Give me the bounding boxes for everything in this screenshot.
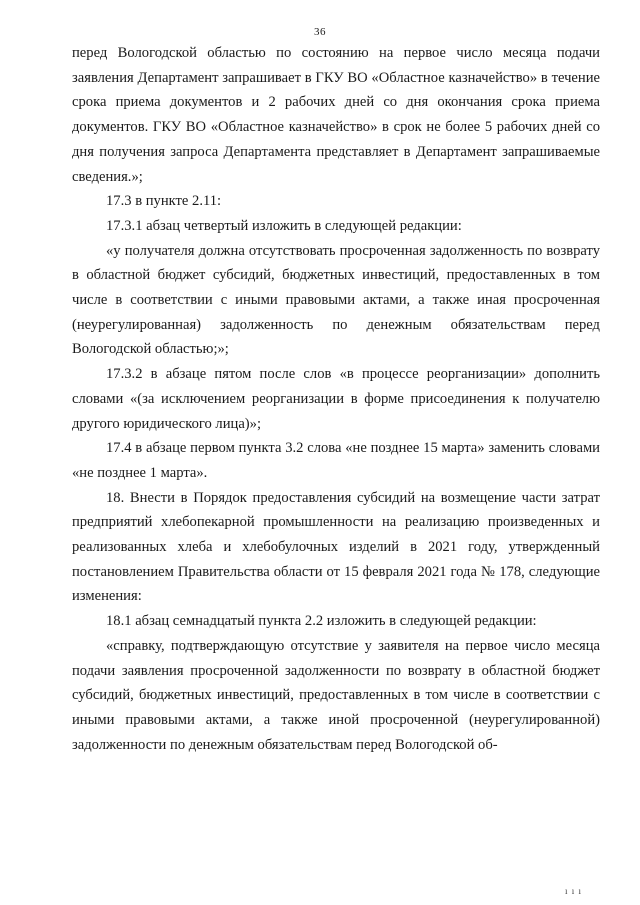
paragraph-17-3-2: 17.3.2 в абзаце пятом после слов «в процессе реорганизации» дополнить словами «(за исключением реорганизации в форме присоединения к получателю другого юридического лица)»; [72,366,600,432]
paragraph-18: 18. Внести в Порядок предоставления субсидий на возмещение части затрат предприятий хлебопекарной промышленности на реализацию произведенных и реализованных хлеба и хлебобулочных изделий в 2021 году, утвержденный постановлением Правительства области от 15 февраля 2021 года № 178, следующие изменения: [72,489,600,605]
paragraph-17-3-1: 17.3.1 абзац четвертый изложить в следующей редакции: [106,217,462,234]
paragraph-quote-recipient: «у получателя должна отсутствовать просроченная задолженность по возврату в областной бюджет субсидий, бюджетных инвестиций, предоставленных в том числе в соответствии с иными правовыми актами, а также иная просроченная (неурегулированная) задолженность по денежным обязательствам перед Вологодской областью;»; [72,242,600,358]
paragraph-18-1: 18.1 абзац семнадцатый пункта 2.2 изложить в следующей редакции: [106,613,537,630]
paragraph-quote-certificate: «справку, подтверждающую отсутствие у заявителя на первое число месяца подачи заявления просроченной задолженности по возврату в областной бюджет субсидий, бюджетных инвестиций, предоставленных в том числе в соответствии с иными правовыми актами, а также иной просроченной (неурегулированной) задолженности по денежным обязательствам перед Вологодской об- [72,637,600,753]
footer-mark: ı ı ı [564,886,582,896]
paragraph-17-4: 17.4 в абзаце первом пункта 3.2 слова «не позднее 15 марта» заменить словами «не позднее 1 марта». [72,440,600,481]
paragraph-continuation: перед Вологодской областью по состоянию на первое число месяца подачи заявления Департамент запрашивает в ГКУ ВО «Областное казначейство» в течение срока приема документов и 2 рабочих дней со дня окончания срока приема документов. ГКУ ВО «Областное казначейство» в срок не более 5 рабочих дней со дня получения запроса Департамента представляет в Департамент запрашиваемые сведения.»; [72,45,600,185]
page-number: 36 [314,26,326,38]
document-body [72,41,600,757]
paragraph-17-3: 17.3 в пункте 2.11: [106,193,222,210]
